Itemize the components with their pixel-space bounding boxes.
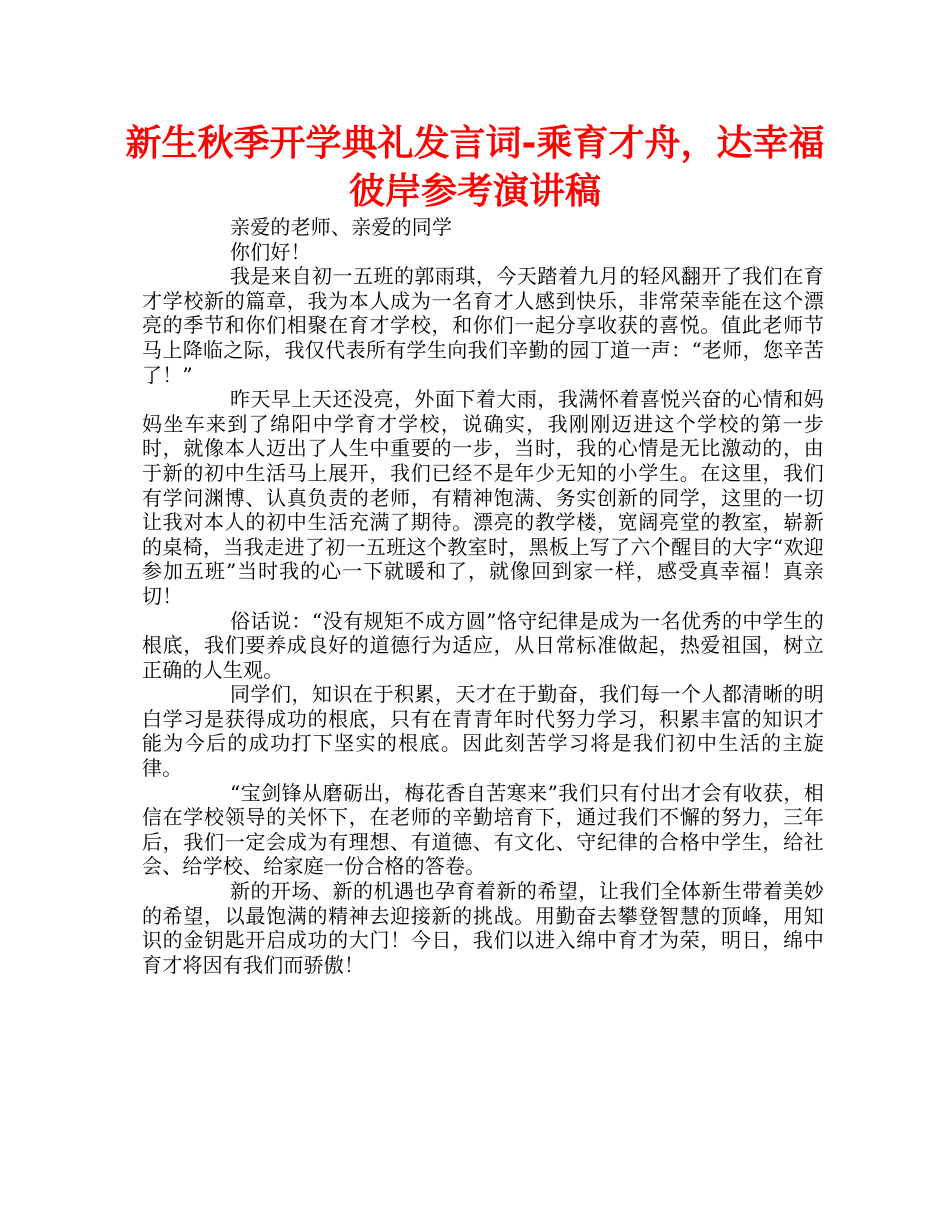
paragraph: “宝剑锋从磨砺出，梅花香自苦寒来”我们只有付出才会有收获，相信在学校领导的关怀下，在老师的辛勤培育下，通过我们不懈的努力，三年后，我们一定会成为有理想、有道德、有文化、守纪律的合格中学生，给社会、给学校、给家庭一份合格的答卷。 <box>142 780 824 879</box>
greeting: 你们好！ <box>230 239 311 264</box>
salutation: 亲爱的老师、亲爱的同学 <box>230 215 453 239</box>
paragraph: 俗话说：“没有规矩不成方圆”恪守纪律是成为一名优秀的中学生的根底，我们要养成良好的道德行为适应，从日常标准做起，热爱祖国，树立正确的人生观。 <box>142 608 824 682</box>
document-title: 新生秋季开学典礼发言词-乘育才舟，达幸福彼岸参考演讲稿 <box>125 123 825 212</box>
document-body <box>142 215 824 977</box>
paragraph: 新的开场、新的机遇也孕育着新的希望，让我们全体新生带着美妙的希望，以最饱满的精神去迎接新的挑战。用勤奋去攀登智慧的顶峰，用知识的金钥匙开启成功的大门！今日，我们以进入绵中育才为荣，明日，绵中育才将因有我们而骄傲！ <box>142 879 824 977</box>
paragraph: 同学们，知识在于积累，天才在于勤奋，我们每一个人都清晰的明白学习是获得成功的根底，只有在青青年时代努力学习，积累丰富的知识才能为今后的成功打下坚实的根底。因此刻苦学习将是我们初中生活的主旋律。 <box>142 682 824 781</box>
paragraph: 我是来自初一五班的郭雨琪，今天踏着九月的轻风翻开了我们在育才学校新的篇章，我为本人成为一名育才人感到快乐，非常荣幸能在这个漂亮的季节和你们相聚在育才学校，和你们一起分享收获的喜悦。值此老师节马上降临之际，我仅代表所有学生向我们辛勤的园丁道一声：“老师，您辛苦了！” <box>142 264 824 387</box>
paragraph: 昨天早上天还没亮，外面下着大雨，我满怀着喜悦兴奋的心情和妈妈坐车来到了绵阳中学育才学校，说确实，我刚刚迈进这个学校的第一步时，就像本人迈出了人生中重要的一步，当时，我的心情是无比激动的，由于新的初中生活马上展开，我们已经不是年少无知的小学生。在这里，我们有学问渊博、认真负责的老师，有精神饱满、务实创新的同学，这里的一切让我对本人的初中生活充满了期待。漂亮的教学楼，宽阔亮堂的教室，崭新的桌椅，当我走进了初一五班这个教室时，黑板上写了六个醒目的大字“欢迎参加五班”当时我的心一下就暖和了，就像回到家一样，感受真幸福！真亲切！ <box>142 387 824 608</box>
